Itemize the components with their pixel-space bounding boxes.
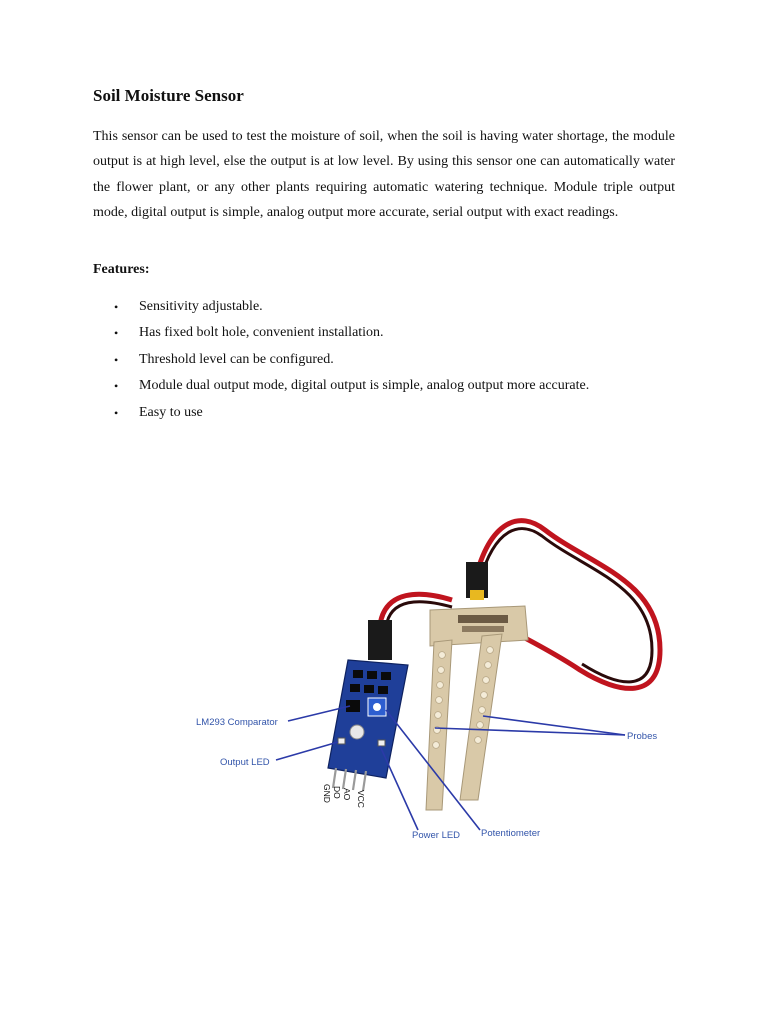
probe-label-strip-2 xyxy=(462,626,504,632)
potentiometer-knob xyxy=(373,703,381,711)
feature-text: Threshold level can be configured. xyxy=(139,351,334,367)
bullet-icon: • xyxy=(114,300,119,314)
bullet-icon: • xyxy=(114,405,119,420)
bullet-icon: • xyxy=(114,379,119,394)
label-potentiometer: Potentiometer xyxy=(481,828,541,839)
pin-label-vcc: VCC xyxy=(356,790,366,808)
feature-text: Easy to use xyxy=(139,404,203,420)
probe-label-strip xyxy=(458,615,508,623)
feature-text: Sensitivity adjustable. xyxy=(139,299,263,314)
label-output-led: Output LED xyxy=(220,757,270,768)
board-connector xyxy=(368,620,392,660)
label-probes: Probes xyxy=(627,731,658,742)
description-paragraph: This sensor can be used to test the moisture of soil, when the soil is having water shortage, the module output is at high level, else the output is at low level. By using this sensor one can automatically water the flower plant, or any other plants requiring automatic watering technique. Module triple output mode, digital output is simple, analog output more accurate, serial output with exact readings. xyxy=(93,129,675,220)
bullet-icon: • xyxy=(114,352,119,367)
sensor-figure xyxy=(190,470,680,850)
feature-text: Module dual output mode, digital output is simple, analog output more accurate. xyxy=(139,378,590,394)
label-lm293-comparator: LM293 Comparator xyxy=(196,717,278,728)
feature-item xyxy=(93,373,589,399)
pin-label-ao: AO xyxy=(342,788,352,801)
page-title: Soil Moisture Sensor xyxy=(93,86,244,105)
label-power-led: Power LED xyxy=(412,830,461,841)
feature-item xyxy=(93,320,589,346)
feature-text: Has fixed bolt hole, convenient installation. xyxy=(139,325,384,341)
power-led-component xyxy=(378,740,385,746)
pin-label-do: DO xyxy=(332,786,342,799)
soil-sensor-diagram xyxy=(190,470,680,850)
feature-item xyxy=(93,347,589,373)
bolt-hole xyxy=(350,725,364,739)
probe-left-prong xyxy=(426,640,452,810)
output-led-component xyxy=(338,738,345,744)
features-heading: Features: xyxy=(93,262,150,277)
feature-item xyxy=(93,400,589,426)
bullet-icon: • xyxy=(114,326,119,341)
feature-item xyxy=(93,294,589,320)
features-list xyxy=(93,294,589,426)
pin-label-gnd: GND xyxy=(322,784,332,803)
connector-pins xyxy=(470,590,484,600)
red-wire xyxy=(475,521,660,689)
